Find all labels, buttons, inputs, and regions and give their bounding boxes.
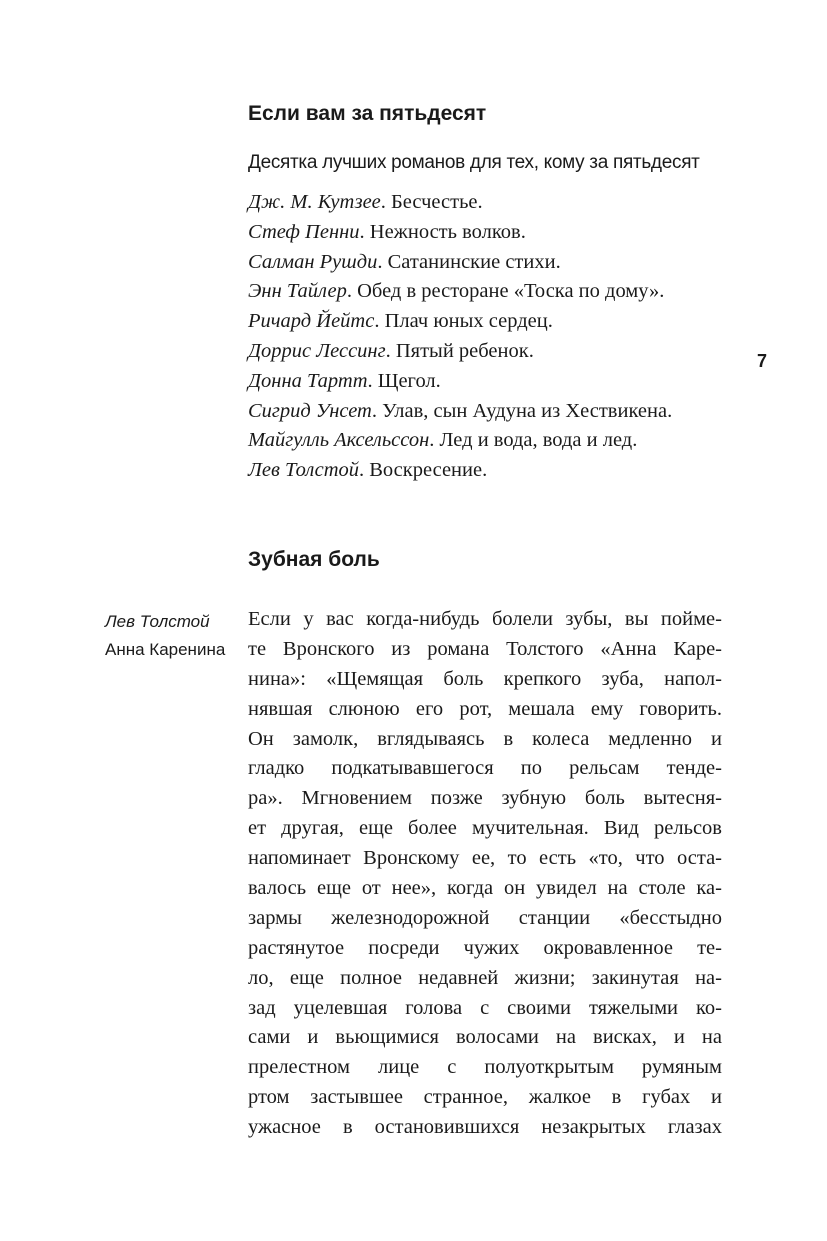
list-author: Майгулль Аксельссон	[248, 429, 430, 452]
list-author: Лев Толстой	[248, 459, 359, 482]
text-line: зад уцелевшая голова с своими тяжелыми ко-	[248, 996, 722, 1019]
text-line: ра». Мгновением позже зубную боль вытесня-	[248, 787, 722, 810]
section-heading-over-fifty: Если вам за пятьдесят	[248, 102, 487, 125]
list-author: Сигрид Унсет	[248, 399, 372, 422]
text-line: Он замолк, вглядываясь в колеса медленно и	[248, 727, 722, 750]
list-title: . Улав, сын Аудуна из Хествикена.	[371, 399, 673, 422]
text-line: прелестном лице с полуоткрытым румяным	[248, 1056, 722, 1079]
list-author: Донна Тартт	[248, 369, 368, 392]
list-author: Салман Рушди	[248, 250, 378, 273]
list-title: . Обед в ресторане «Тоска по дому».	[346, 280, 665, 303]
margin-book-title: Анна Каренина	[105, 640, 226, 659]
text-line: напоминает Вронскому ее, то есть «то, что оста-	[248, 847, 722, 870]
text-line: ртом застывшее странное, жалкое в губах и	[248, 1086, 722, 1109]
list-title: . Бесчестье.	[380, 191, 483, 213]
list-item	[248, 248, 728, 278]
text-line: ужасное в остановившихся незакрытых глазах	[248, 1116, 722, 1139]
text-line: ло, еще полное недавней жизни; закинутая на-	[248, 966, 722, 989]
text-line: Если у вас когда-нибудь болели зубы, вы пойме-	[248, 608, 722, 630]
text-line: растянутое посреди чужих окровавленное те-	[248, 936, 722, 959]
text-line: гладко подкатывавшегося по рельсам тенде-	[248, 757, 722, 780]
text-line: ет другая, еще более мучительная. Вид рельсов	[248, 817, 722, 840]
list-item	[248, 456, 728, 486]
list-item	[248, 397, 728, 427]
list-item	[248, 307, 728, 337]
text-line: валось еще от нее», когда он увидел на столе ка-	[248, 877, 722, 900]
list-author: Энн Тайлер	[248, 280, 347, 303]
list-item	[248, 188, 728, 218]
text-line: нина»: «Щемящая боль крепкого зуба, напол-	[248, 667, 722, 690]
list-title: . Щегол.	[367, 369, 441, 392]
list-title: . Плач юных сердец.	[374, 310, 553, 333]
section-heading-toothache: Зубная боль	[248, 548, 380, 571]
list-title: . Сатанинские стихи.	[377, 250, 561, 273]
list-item	[248, 426, 728, 456]
list-item	[248, 218, 728, 248]
text-line: нявшая слюною его рот, мешала ему говорить.	[248, 697, 722, 720]
list-title: . Нежность волков.	[359, 220, 526, 243]
list-item	[248, 337, 728, 367]
section-subtitle: Десятка лучших романов для тех, кому за пятьдесят	[248, 152, 700, 173]
text-line: зармы железнодорожной станции «бесстыдно	[248, 906, 722, 929]
list-author: Доррис Лессинг	[248, 339, 386, 362]
list-title: . Пятый ребенок.	[385, 339, 534, 362]
text-line: сами и вьющимися волосами на висках, и на	[248, 1026, 722, 1049]
margin-note	[105, 608, 225, 664]
list-author: Стеф Пенни	[248, 220, 360, 243]
book-list	[248, 188, 728, 486]
list-title: . Воскресение.	[359, 459, 488, 482]
list-author: Дж. М. Кутзее	[248, 191, 381, 213]
list-item	[248, 367, 728, 397]
list-author: Ричард Йейтс	[248, 310, 375, 333]
body-text	[248, 605, 722, 1143]
list-item	[248, 277, 728, 307]
list-title: . Лед и вода, вода и лед.	[429, 429, 638, 452]
margin-author: Лев Толстой	[105, 612, 210, 631]
page-number: 7	[757, 351, 768, 371]
text-line: те Вронского из романа Толстого «Анна Каре-	[248, 637, 722, 660]
